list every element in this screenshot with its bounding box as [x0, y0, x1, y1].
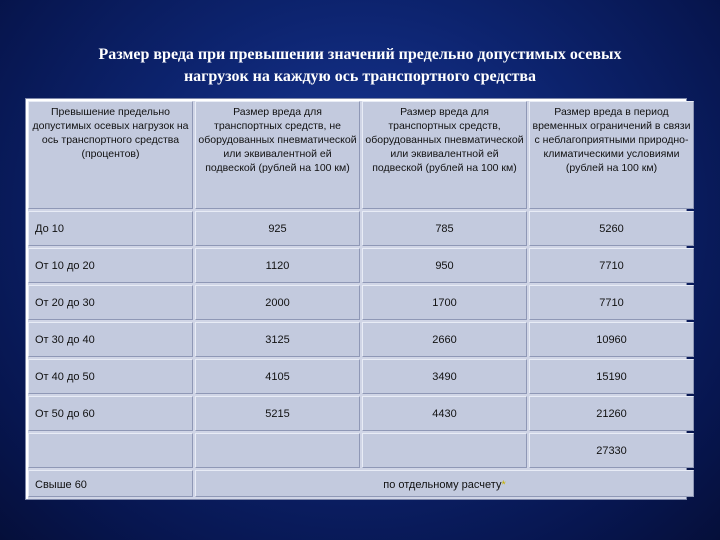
- cell-pneumo: 785: [362, 211, 527, 246]
- cell-range: От 10 до 20: [28, 248, 193, 283]
- cell-no-pneumo: 5215: [195, 396, 360, 431]
- damage-table: [25, 98, 691, 500]
- cell-range: От 30 до 40: [28, 322, 193, 357]
- header-pneumo: Размер вреда для транспортных средств, оборудованных пневматической или эквивалентной ей подвеской (рублей на 100 км): [362, 101, 527, 209]
- note-text: по отдельному расчету: [383, 479, 502, 491]
- cell-note: [195, 470, 694, 497]
- cell-restricted: 7710: [529, 285, 694, 320]
- cell-pneumo: 4430: [362, 396, 527, 431]
- cell-pneumo: 3490: [362, 359, 527, 394]
- cell-no-pneumo: 1120: [195, 248, 360, 283]
- table-header-row: [28, 101, 694, 209]
- table-row: [28, 322, 694, 357]
- cell-range: От 50 до 60: [28, 396, 193, 431]
- title-line-2: нагрузок на каждую ось транспортного средства: [183, 68, 537, 85]
- cell-restricted: 5260: [529, 211, 694, 246]
- header-restricted: Размер вреда в период временных ограничений в связи с неблагоприятными природно-климатическими условиями (рублей на 100 км): [529, 101, 694, 209]
- cell-restricted: 15190: [529, 359, 694, 394]
- cell-restricted: 7710: [529, 248, 694, 283]
- cell-pneumo: 2660: [362, 322, 527, 357]
- cell-no-pneumo: 4105: [195, 359, 360, 394]
- cell-no-pneumo: 3125: [195, 322, 360, 357]
- cell-pneumo: 1700: [362, 285, 527, 320]
- header-overload: Превышение предельно допустимых осевых нагрузок на ось транспортного средства (процентов): [28, 101, 193, 209]
- cell-restricted: 27330: [529, 433, 694, 468]
- cell-range-empty: [28, 433, 193, 468]
- table-row: [28, 211, 694, 246]
- cell-restricted: 21260: [529, 396, 694, 431]
- cell-range: До 10: [28, 211, 193, 246]
- cell-range: Свыше 60: [28, 470, 193, 497]
- table-row: [28, 396, 694, 431]
- cell-no-pneumo: 2000: [195, 285, 360, 320]
- cell-no-pneumo: 925: [195, 211, 360, 246]
- cell-restricted: 10960: [529, 322, 694, 357]
- slide-title: [30, 44, 690, 88]
- note-asterisk: *: [501, 479, 506, 491]
- cell-empty: [195, 433, 360, 468]
- title-line-1: Размер вреда при превышении значений предельно допустимых осевых: [98, 46, 622, 63]
- table-row: [28, 285, 694, 320]
- table-row: [28, 470, 694, 497]
- header-no-pneumo: Размер вреда для транспортных средств, не оборудованных пневматической или эквивалентной ей подвеской (рублей на 100 км): [195, 101, 360, 209]
- cell-range: От 20 до 30: [28, 285, 193, 320]
- table-row: [28, 359, 694, 394]
- cell-empty: [362, 433, 527, 468]
- cell-pneumo: 950: [362, 248, 527, 283]
- cell-range: От 40 до 50: [28, 359, 193, 394]
- table-row: [28, 433, 694, 468]
- table-row: [28, 248, 694, 283]
